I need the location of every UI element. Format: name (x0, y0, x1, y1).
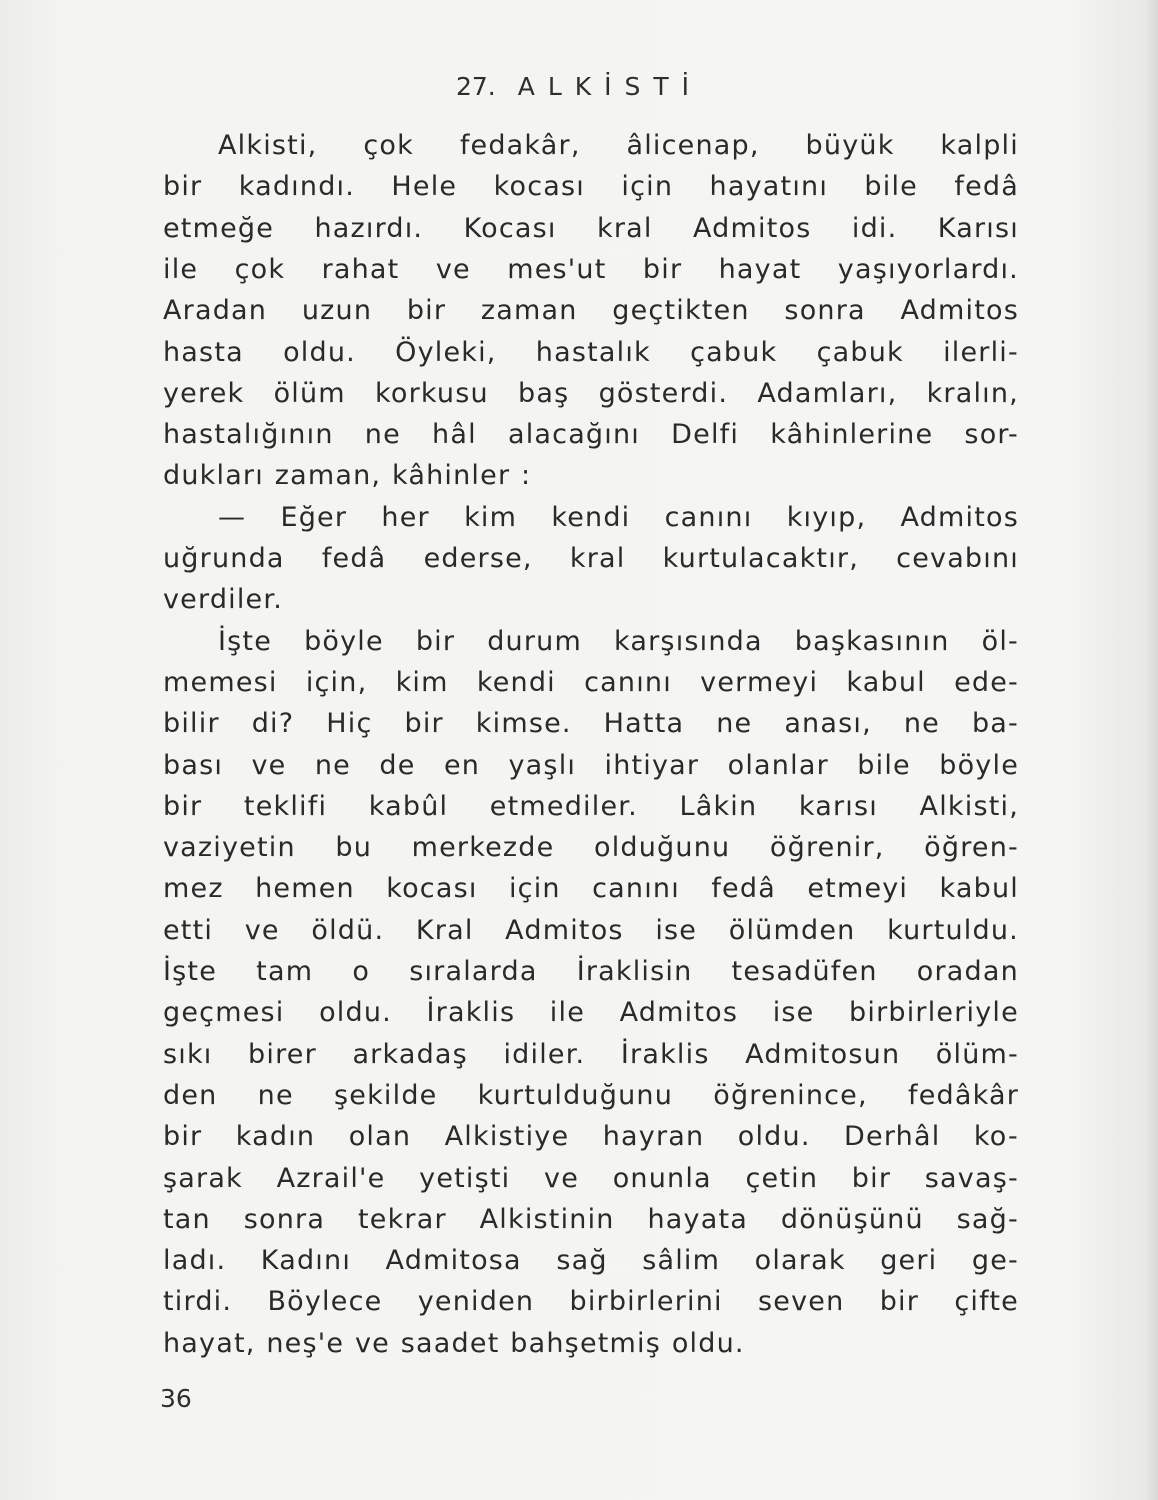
page-number: 36 (160, 1384, 192, 1413)
word: için (621, 171, 674, 203)
word: ne (314, 749, 351, 781)
word: birbirlerini (569, 1286, 723, 1318)
word: öldü. (311, 914, 385, 946)
word: ve (544, 1162, 580, 1194)
word: : (521, 460, 532, 492)
word: teklifi (243, 790, 328, 822)
word: ba- (971, 708, 1019, 740)
text-line (218, 125, 1019, 167)
word: başkasının (794, 625, 950, 657)
word: bile (864, 171, 918, 203)
word: Aradan (163, 295, 268, 327)
word: rahat (321, 253, 400, 285)
word: İşte (163, 956, 218, 987)
word: fedâ (321, 543, 387, 574)
word: büyük (805, 130, 895, 161)
word: etmeyi (807, 873, 909, 905)
word: gösterdi. (598, 377, 729, 409)
word: her (381, 501, 430, 533)
word: fedâ (711, 873, 776, 905)
word: canını (584, 666, 672, 698)
word: ladı. (163, 1245, 227, 1277)
word: uzun (301, 295, 373, 327)
word: Eğer (280, 501, 348, 533)
word: savaş- (924, 1162, 1019, 1194)
word: o (352, 956, 371, 987)
word: hayat (718, 253, 802, 285)
word: Derhâl (844, 1121, 941, 1153)
text-line (163, 414, 1019, 456)
word: kâhinler (392, 460, 511, 492)
text-line (163, 1075, 1019, 1117)
word: canını (592, 873, 680, 905)
word: ne (257, 1079, 294, 1111)
word: olduğunu (593, 832, 731, 864)
text-line (163, 290, 1019, 332)
word: Admitosun (745, 1038, 901, 1070)
word: Admitos (505, 914, 624, 946)
word: cevabını (896, 543, 1019, 574)
word: kim (464, 501, 518, 533)
word: tan (163, 1203, 211, 1235)
word: ederse, (423, 543, 533, 574)
word: bir (879, 1286, 920, 1318)
word: kim (395, 666, 449, 698)
word: öl- (981, 625, 1019, 657)
word: tesadüfen (731, 956, 878, 987)
word: Delfi (671, 419, 740, 451)
word: Alkisti, (919, 790, 1019, 822)
word: sor- (964, 419, 1019, 451)
word: ölümden (728, 914, 856, 946)
word: mes'ut (507, 253, 607, 285)
word: kurtulacaktır, (662, 543, 859, 574)
text-line (163, 1281, 1019, 1323)
word: kocası (493, 171, 585, 203)
text-line (163, 745, 1019, 787)
text-line (163, 455, 1019, 497)
word: etmediler. (489, 790, 638, 822)
word: tekrar (357, 1203, 447, 1235)
word: etti (163, 914, 214, 946)
word: ve (354, 1327, 390, 1359)
word: Kadını (260, 1245, 352, 1277)
word: ile (163, 253, 199, 285)
word: çok (363, 130, 414, 161)
word: öğrenir, (769, 832, 885, 864)
word: zaman, (274, 460, 382, 492)
word: Alkistiye (444, 1121, 570, 1153)
word: sağ (556, 1245, 608, 1277)
word: geçtikten (612, 295, 750, 327)
word: saadet (400, 1327, 500, 1359)
word: kral (597, 212, 653, 244)
word: kabul (939, 873, 1019, 905)
word: bir (851, 1162, 892, 1194)
word: hastalığının (163, 419, 334, 451)
word: kadın (235, 1121, 316, 1153)
word: idi. (851, 212, 898, 244)
word: ge- (971, 1245, 1019, 1277)
text-line (163, 827, 1019, 869)
word: ölüm (273, 377, 346, 409)
word: fedâkâr (907, 1079, 1019, 1111)
text-line (163, 538, 1019, 580)
word: bile (857, 749, 911, 781)
word: karısı (798, 790, 878, 822)
word: Hiç (326, 708, 373, 740)
word: en (443, 749, 481, 781)
text-line (163, 703, 1019, 745)
word: Lâkin (679, 790, 758, 822)
word: geçmesi (163, 997, 285, 1029)
word: bilir (163, 708, 220, 740)
word: ölüm- (935, 1038, 1019, 1070)
word: yerek (163, 377, 245, 409)
word: Kocası (463, 212, 557, 244)
chapter-heading (0, 72, 1158, 101)
text-line (218, 621, 1019, 663)
word: kimse. (475, 708, 572, 740)
word: bir (163, 171, 203, 203)
word: merkezde (411, 832, 555, 864)
word: kabul (846, 666, 926, 698)
word: İraklis (426, 997, 516, 1029)
word: kadındı. (238, 171, 356, 203)
word: tam (256, 956, 314, 987)
word: böyle (939, 749, 1019, 781)
word: arkadaş (352, 1038, 468, 1070)
word: hayran (602, 1121, 705, 1153)
word: Admitos (900, 501, 1019, 533)
word: kendi (551, 501, 631, 533)
word: sonra (784, 295, 866, 327)
word: — (218, 501, 247, 533)
word: kendi (476, 666, 556, 698)
text-line (163, 332, 1019, 374)
text-line (163, 1323, 1019, 1365)
word: şekilde (334, 1079, 438, 1111)
word: Admitos (900, 295, 1019, 327)
word: birbirleriyle (849, 997, 1019, 1029)
word: hayatını (709, 171, 829, 203)
text-line (163, 579, 1019, 621)
text-line (163, 1240, 1019, 1282)
word: ve (251, 749, 287, 781)
word: İraklis (620, 1038, 710, 1070)
word: onunla (612, 1162, 712, 1194)
word: sâlim (642, 1245, 721, 1277)
text-line (163, 208, 1019, 250)
word: baş (518, 377, 570, 409)
word: sağ- (956, 1203, 1019, 1235)
word: birer (248, 1038, 317, 1070)
word: böyle (304, 625, 384, 657)
text-line (163, 868, 1019, 910)
word: de (379, 749, 416, 781)
word: bir (406, 295, 447, 327)
word: ise (655, 914, 698, 946)
word: Admitosa (385, 1245, 522, 1277)
word: seven (758, 1286, 845, 1318)
word: çok (234, 253, 286, 285)
text-line (163, 951, 1019, 993)
word: oldu. (671, 1327, 745, 1359)
chapter-title: ALKİSTİ (517, 72, 703, 101)
text-line (163, 1034, 1019, 1076)
text-line (218, 497, 1019, 539)
word: durum (487, 625, 582, 657)
text-line (163, 373, 1019, 415)
word: kabûl (368, 790, 449, 822)
word: bası (163, 749, 224, 781)
word: korkusu (375, 377, 489, 409)
word: olarak (754, 1245, 846, 1277)
chapter-number: 27. (455, 72, 496, 101)
word: vermeyi (700, 666, 819, 698)
word: vaziyetin (163, 832, 296, 864)
word: kalpli (940, 130, 1019, 161)
word: ihtiyar (604, 749, 700, 781)
word: yaşıyorlardı. (837, 253, 1019, 285)
word: bir (404, 708, 444, 740)
word: memesi (163, 666, 278, 698)
word: çifte (954, 1286, 1019, 1318)
word: İşte (218, 625, 273, 657)
word: kocası (386, 873, 478, 905)
word: sonra (243, 1203, 326, 1235)
word: etmeğe (163, 212, 275, 244)
word: Azrail'e (276, 1162, 386, 1194)
word: ve (435, 253, 471, 285)
word: hazırdı. (314, 212, 424, 244)
word: tirdi. (163, 1286, 233, 1318)
word: hemen (255, 873, 355, 905)
word: çabuk (690, 336, 778, 368)
word: ne (716, 708, 753, 740)
word: kurtuldu. (887, 914, 1019, 946)
word: fedakâr, (459, 130, 581, 161)
word: kâhinlerine (770, 419, 934, 451)
word: ilerli- (943, 336, 1019, 368)
word: sıkı (163, 1038, 213, 1070)
word: di? (251, 708, 295, 740)
word: sıralarda (409, 956, 538, 987)
word: kurtulduğunu (477, 1079, 674, 1111)
word: dukları (163, 460, 264, 492)
word: hâl (432, 419, 477, 451)
word: bir (163, 790, 203, 822)
word: neş'e (266, 1327, 345, 1359)
word: bir (642, 253, 683, 285)
word: çetin (745, 1162, 819, 1194)
word: dönüşünü (780, 1203, 924, 1235)
text-line (163, 786, 1019, 828)
word: yaşlı (508, 749, 577, 781)
word: yetişti (419, 1162, 511, 1194)
word: ko- (973, 1121, 1019, 1153)
word: den (163, 1079, 218, 1111)
word: ile (549, 997, 586, 1029)
text-line (163, 910, 1019, 952)
word: canını (664, 501, 753, 533)
word: Karısı (937, 212, 1019, 244)
word: bir (163, 1121, 203, 1153)
word: alacağını (507, 419, 640, 451)
word: kralın, (926, 377, 1019, 409)
word: idiler. (503, 1038, 586, 1070)
word: Hatta (603, 708, 685, 740)
word: Alkistinin (479, 1203, 615, 1235)
text-line (163, 992, 1019, 1034)
word: oldu. (283, 336, 356, 368)
word: için (508, 873, 561, 905)
word: İraklisin (576, 956, 693, 987)
word: yeniden (417, 1286, 535, 1318)
text-line (163, 662, 1019, 704)
word: Alkisti, (218, 130, 318, 161)
word: geri (880, 1245, 938, 1277)
word: oldu. (319, 997, 392, 1029)
word: Hele (391, 171, 458, 203)
word: olanlar (727, 749, 829, 781)
word: ne (903, 708, 940, 740)
word: ede- (954, 666, 1019, 698)
word: hasta (163, 336, 244, 368)
word: bu (335, 832, 373, 864)
word: bahşetmiş (510, 1327, 662, 1359)
word: oldu. (737, 1121, 811, 1153)
word: karşısında (614, 625, 763, 657)
word: şarak (163, 1162, 243, 1194)
word: verdiler. (163, 584, 283, 616)
word: Kral (415, 914, 474, 946)
word: anası, (784, 708, 872, 740)
word: hayat, (163, 1327, 256, 1359)
word: hayata (647, 1203, 749, 1235)
word: ne (364, 419, 401, 451)
text-line (163, 249, 1019, 291)
word: fedâ (954, 171, 1019, 203)
text-line (163, 1116, 1019, 1158)
word: çabuk (816, 336, 904, 368)
word: mez (163, 873, 224, 905)
word: âlicenap, (626, 130, 760, 161)
word: Adamları, (757, 377, 898, 409)
word: olan (348, 1121, 412, 1153)
word: zaman (480, 295, 578, 327)
word: Öyleki, (395, 336, 497, 368)
word: öğren- (924, 832, 1019, 864)
word: bir (415, 625, 456, 657)
word: ise (772, 997, 815, 1029)
word: için, (305, 666, 368, 698)
word: uğrunda (163, 543, 285, 574)
word: kral (569, 543, 626, 574)
word: Admitos (619, 997, 739, 1029)
word: Admitos (692, 212, 812, 244)
scan-edge-shadow (1144, 0, 1158, 1500)
word: kıyıp, (786, 501, 867, 533)
word: oradan (916, 956, 1019, 987)
word: öğrenince, (713, 1079, 868, 1111)
text-line (163, 1199, 1019, 1241)
text-line (163, 166, 1019, 208)
word: Böylece (267, 1286, 383, 1318)
text-line (163, 1158, 1019, 1200)
word: hastalık (535, 336, 651, 368)
word: ve (244, 914, 280, 946)
